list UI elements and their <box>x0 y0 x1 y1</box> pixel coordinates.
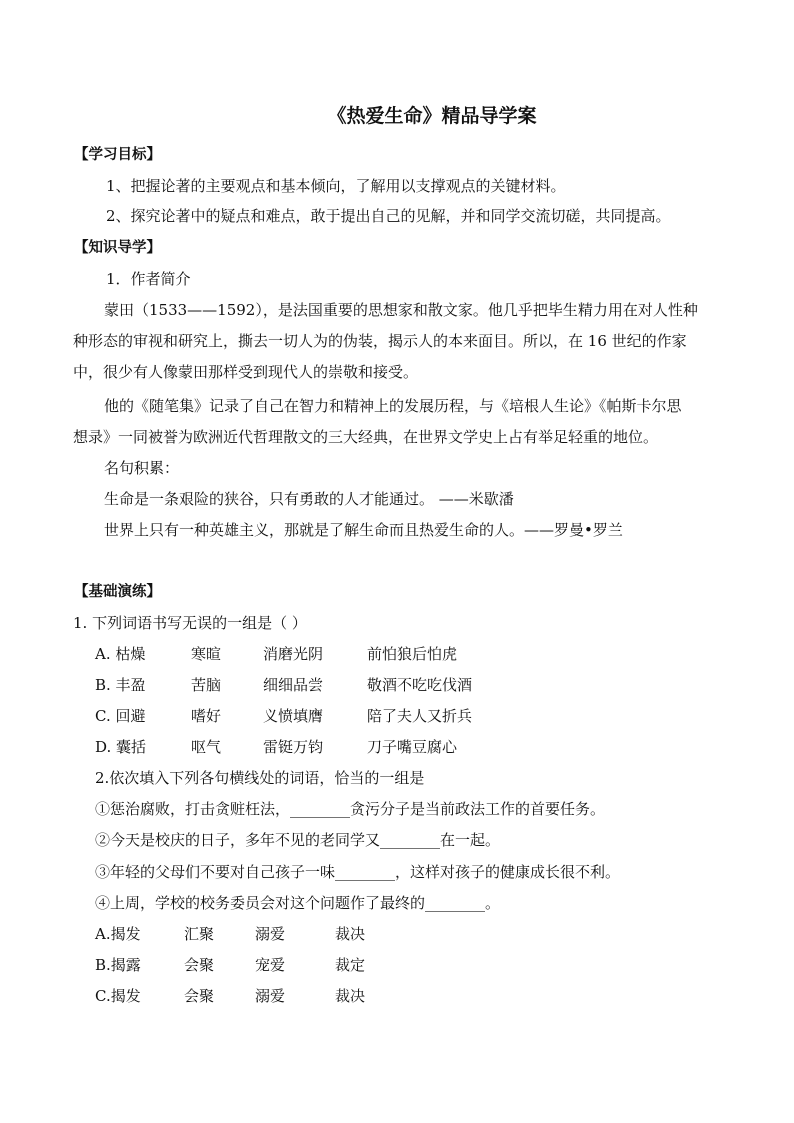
fill-sentence: ④上周，学校的校务委员会对这个问题作了最终的________。 <box>95 894 501 912</box>
fill-sentence: ②今天是校庆的日子，多年不见的老同学又________在一起。 <box>95 831 501 849</box>
quote-line: 世界上只有一种英雄主义，那就是了解生命而且热爱生命的人。——罗曼•罗兰 <box>104 521 623 539</box>
option-word: 裁决 <box>335 987 366 1005</box>
goal-item: 1、把握论著的主要观点和基本倾向，了解用以支撑观点的关键材料。 <box>106 177 566 195</box>
option-word: 消磨光阴 <box>263 645 324 663</box>
option-word: 寒暄 <box>191 645 222 663</box>
option-word: 雷铤万钧 <box>263 738 324 756</box>
document-title: 《热爱生命》精品导学案 <box>327 105 537 127</box>
option-word: 前怕狼后怕虎 <box>367 645 458 663</box>
option-word: 义愤填膺 <box>263 707 324 725</box>
option-word: 汇聚 <box>184 925 215 943</box>
question-stem: 1. 下列词语书写无误的一组是（ ） <box>73 614 307 632</box>
paragraph-line: 想录》一同被誉为欧洲近代哲理散文的三大经典，在世界文学史上占有举足轻重的地位。 <box>73 428 659 446</box>
option-word: 敬酒不吃吃伐酒 <box>367 676 473 694</box>
paragraph-line: 他的《随笔集》记录了自己在智力和精神上的发展历程，与《培根人生论》《帕斯卡尔思 <box>104 397 682 415</box>
paragraph-line: 种形态的审视和研究上，撕去一切人为的伪装，揭示人的本来面目。所以，在 16 世纪的作家 <box>73 332 687 350</box>
option-word: 刀子嘴豆腐心 <box>367 738 458 756</box>
option-label: A. 枯燥 <box>95 645 146 663</box>
guide-heading: 【知识导学】 <box>74 240 161 256</box>
paragraph-line: 蒙田（1533——1592），是法国重要的思想家和散文家。他几乎把毕生精力用在对人性种 <box>104 301 698 319</box>
option-label: C.揭发 <box>95 987 141 1005</box>
option-label: A.揭发 <box>95 925 141 943</box>
option-word: 会聚 <box>184 987 215 1005</box>
option-word: 细细品尝 <box>263 676 324 694</box>
goals-heading: 【学习目标】 <box>74 147 161 163</box>
goal-item: 2、探究论著中的疑点和难点，敢于提出自己的见解，并和同学交流切磋，共同提高。 <box>106 207 671 225</box>
option-word: 陪了夫人又折兵 <box>367 707 473 725</box>
option-word: 苦脑 <box>191 676 222 694</box>
option-word: 溺爱 <box>255 925 286 943</box>
quotes-label: 名句积累： <box>104 459 180 477</box>
paragraph-line: 中，很少有人像蒙田那样受到现代人的崇敬和接受。 <box>73 363 419 381</box>
option-word: 裁定 <box>335 956 366 974</box>
option-word: 会聚 <box>184 956 215 974</box>
option-label: C. 回避 <box>95 707 146 725</box>
option-word: 裁决 <box>335 925 366 943</box>
fill-sentence: ③年轻的父母们不要对自己孩子一味________，这样对孩子的健康成长很不利。 <box>95 863 621 881</box>
option-label: B.揭露 <box>95 956 141 974</box>
option-word: 溺爱 <box>255 987 286 1005</box>
practice-heading: 【基础演练】 <box>74 584 161 600</box>
option-label: D. 囊括 <box>95 738 147 756</box>
option-word: 嗜好 <box>191 707 222 725</box>
question-stem: 2.依次填入下列各句横线处的词语，恰当的一组是 <box>95 769 425 787</box>
guide-subheading: 1．作者简介 <box>106 270 191 288</box>
quote-line: 生命是一条艰险的狭谷，只有勇敢的人才能通过。 ——米歇潘 <box>104 490 514 508</box>
option-word: 呕气 <box>191 738 222 756</box>
fill-sentence: ①惩治腐败，打击贪赃枉法，________贪污分子是当前政法工作的首要任务。 <box>95 800 606 818</box>
option-word: 宠爱 <box>255 956 286 974</box>
option-label: B. 丰盈 <box>95 676 146 694</box>
